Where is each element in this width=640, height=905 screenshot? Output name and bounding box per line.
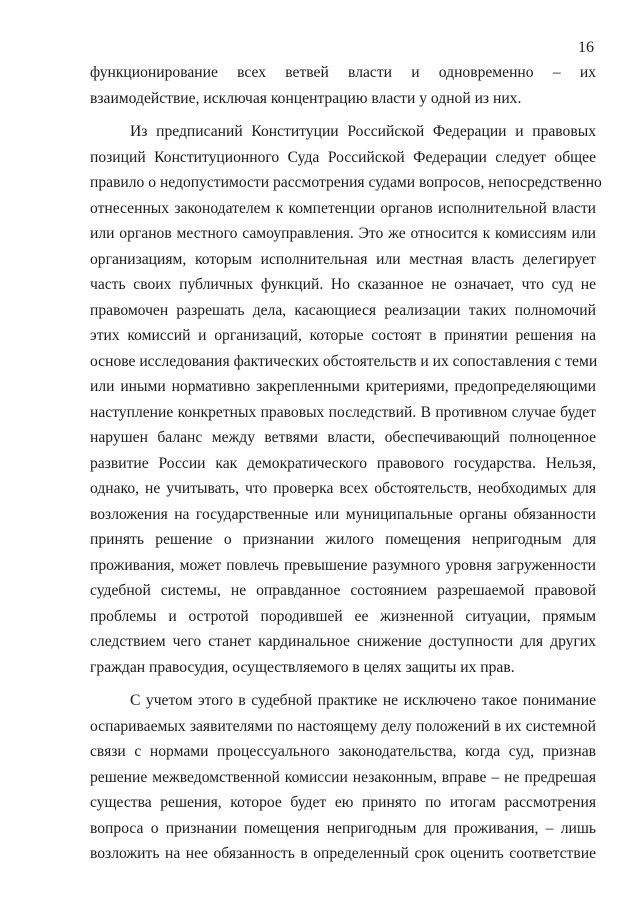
text-line: позиций Конституционного Суда Российской Федерации следует общее <box>90 148 596 166</box>
text-line: принять решение о признании жилого помещения непригодным для <box>90 531 596 548</box>
document-body <box>90 60 602 867</box>
text-line: однако, не учитывать, что проверка всех обстоятельств, необходимых для <box>90 480 596 497</box>
text-line: взаимодействие, исключая концентрацию власти у одной из них. <box>90 89 522 107</box>
text-line: часть своих публичных функций. Но сказанное не означает, что суд не <box>90 276 596 293</box>
text-line: вопроса о признании помещения непригодным для проживания, – лишь <box>90 819 596 837</box>
text-line: или органов местного самоуправления. Это же относится к комиссиям или <box>90 225 596 242</box>
text-line: правило о недопустимости рассмотрения судами вопросов, непосредственно <box>90 174 602 191</box>
text-line: организациям, которым исполнительная или местная власть делегирует <box>90 250 596 268</box>
text-line: или иными нормативно закрепленными критериями, предопределяющими <box>90 378 596 395</box>
paragraph-3 <box>90 688 596 867</box>
paragraph-2 <box>90 119 602 680</box>
text-line: следствием чего станет кардинальное снижение доступности для других <box>90 633 596 650</box>
text-line: существа решения, которое будет ею принято по итогам рассмотрения <box>90 794 596 811</box>
text-line: решение межведомственной комиссии незаконным, вправе – не предрешая <box>90 768 596 786</box>
text-line: С учетом этого в судебной практике не исключено такое понимание <box>130 692 596 709</box>
text-line: наступление конкретных правовых последствий. В противном случае будет <box>90 403 596 421</box>
text-line: возложить на нее обязанность в определенный срок оценить соответствие <box>90 845 596 862</box>
text-line: Из предписаний Конституции Российской Федерации и правовых <box>130 123 596 140</box>
text-line: развитие России как демократического правового государства. Нельзя, <box>90 454 596 472</box>
text-line: основе исследования фактических обстоятельств и их сопоставления с теми <box>90 352 598 370</box>
text-line: возложения на государственные или муниципальные органы обязанности <box>90 505 596 523</box>
text-line: нарушен баланс между ветвями власти, обеспечивающий полноценное <box>90 429 596 446</box>
text-line: функционирование всех ветвей власти и одновременно – их <box>90 64 596 81</box>
text-line: правомочен разрешать дела, касающиеся реализации таких полномочий <box>90 301 596 319</box>
text-line: отнесенных законодателем к компетенции органов исполнительной власти <box>90 199 596 217</box>
text-line: оспариваемых заявителями по настоящему делу положений в их системной <box>90 717 596 735</box>
paragraph-1 <box>90 60 596 111</box>
text-line: связи с нормами процессуального законодательства, когда суд, признав <box>90 743 596 760</box>
paragraph-gap <box>90 680 596 688</box>
text-line: проживания, может повлечь превышение разумного уровня загруженности <box>90 556 596 574</box>
text-line: проблемы и остротой породившей ее жизненной ситуации, прямым <box>90 607 596 625</box>
text-line: граждан правосудия, осуществляемого в целях защиты их прав. <box>90 658 515 676</box>
text-line: этих комиссий и организаций, которые состоят в принятии решения на <box>90 327 596 344</box>
paragraph-gap <box>90 111 596 119</box>
text-line: судебной системы, не оправданное состоянием разрешаемой правовой <box>90 582 596 599</box>
page-number: 16 <box>578 39 594 56</box>
